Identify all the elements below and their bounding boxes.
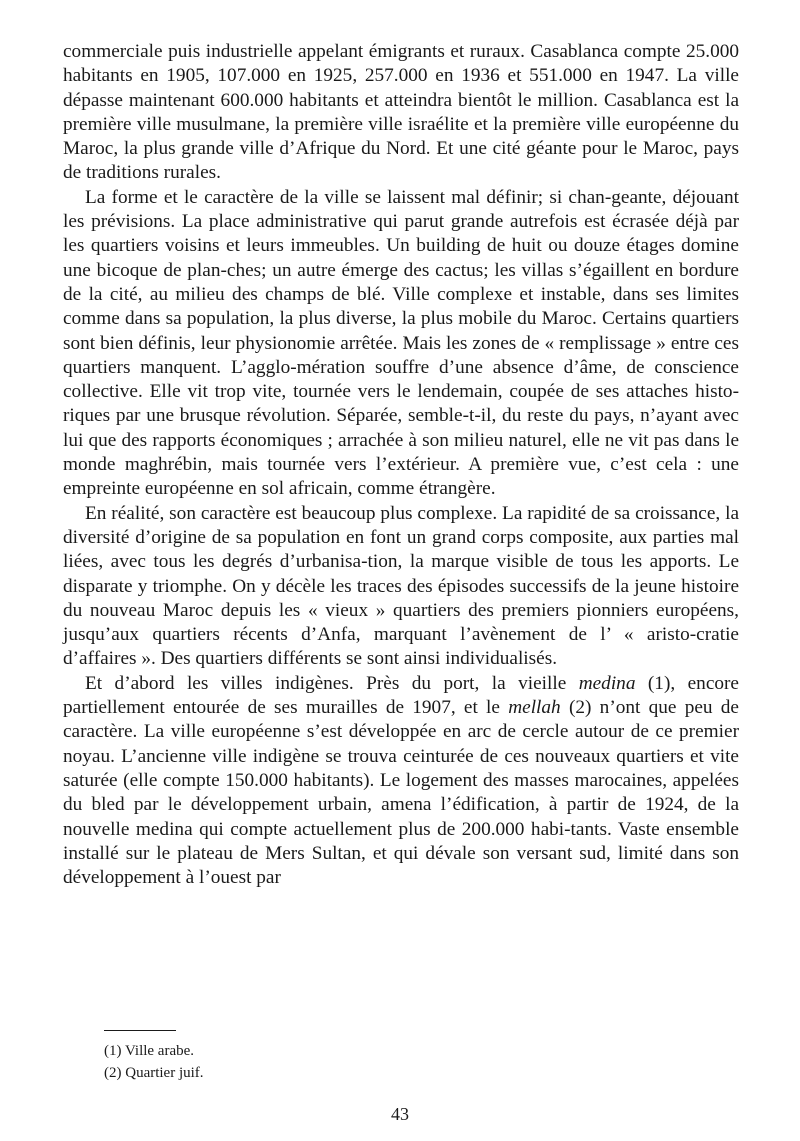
text-run: La forme et le caractère de la ville se laissent mal définir; si chan-geante, déjouant les prévisions. La place administrative qui parut grande autrefois est écrasée déjà par les quartiers voisins et leurs immeubles. Un building de huit ou douze étages domine une bicoque de plan-ches; un autre émerge des cactus; les villas s’égaillent en bordure de la cité, au milieu des champs de blé. Ville complexe et instable, dans ses limites comme dans sa population, la plus diverse, la plus mobile du Maroc. Certains quartiers sont bien définis, leur physionomie arrêtée. Mais les zones de « remplissage » entre ces quartiers manquent. L’agglo-mération souffre d’une absence d’âme, de conscience collective. Elle vit trop vite, tournée vers le lendemain, coupée de ses attaches histo-riques par une brusque révolution. Séparée, semble-t-il, du reste du pays, n’ayant avec lui que des rapports économiques ; arrachée à son milieu naturel, elle ne vit pas dans le monde maghrébin, mais tournée vers l’extérieur. A première vue, c’est cela : une empreinte européenne en sol africain, comme étrangère. <box>63 186 739 500</box>
footnote-divider <box>104 1030 176 1031</box>
paragraph-3 <box>63 502 739 672</box>
text-run: (2) n’ont que peu de caractère. La ville européenne s’est développée en arc de cercle autour de ce premier noyau. L’ancienne ville indigène se trouva ceinturée de ces nouveaux quartiers et vite saturée (elle compte 150.000 habitants). Le logement des masses marocaines, appelées du bled par le développement urbain, amena l’édification, à partir de 1924, de la nouvelle medina qui compte actuellement plus de 200.000 habi-tants. Vaste ensemble installé sur le plateau de Mers Sultan, et qui dévale son versant sud, limité dans son développement à l’ouest par <box>63 697 739 889</box>
page-body <box>63 40 739 890</box>
text-run: (1), encore partiellement entourée de ses murailles de 1907, et le <box>63 672 739 719</box>
text-run: En réalité, son caractère est beaucoup plus complexe. La rapidité de sa croissance, la diversité d’origine de sa population en font un grand corps composite, aux parties mal liées, avec tous les degrés d’urbanisa-tion, la marque visible de tous les apports. Le disparate y triomphe. On y décèle les traces des épisodes successifs de la jeune histoire du nouveau Maroc depuis les « vieux » quartiers des premiers pionniers européens, jusqu’aux quartiers récents d’Anfa, marquant l’avènement de l’ « aristo-cratie d’affaires ». Des quartiers différents se sont ainsi individualisés. <box>63 502 739 670</box>
page-number: 43 <box>391 1104 409 1124</box>
text-run: Et d’abord les villes indigènes. Près du port, la vieille <box>85 672 579 694</box>
paragraph-1 <box>63 40 739 186</box>
footnotes <box>104 1040 604 1084</box>
footnote-1: (1) Ville arabe. <box>104 1043 195 1059</box>
text-run: commerciale puis industrielle appelant émigrants et ruraux. Casablanca compte 25.000 habitants en 1905, 107.000 en 1925, 257.000 en 1936 et 551.000 en 1947. La ville dépasse maintenant 600.000 habitants et atteindra bientôt le million. Casablanca est la première ville musulmane, la première ville israélite et la première ville européenne du Maroc, la plus grande ville d’Afrique du Nord. Et une cité géante pour le Maroc, pays de traditions rurales. <box>63 41 739 184</box>
italic-term: medina <box>578 672 636 694</box>
italic-term: mellah <box>508 697 561 719</box>
paragraph-2 <box>63 186 739 502</box>
footnote-2: (2) Quartier juif. <box>104 1065 204 1081</box>
paragraph-4 <box>63 672 739 891</box>
